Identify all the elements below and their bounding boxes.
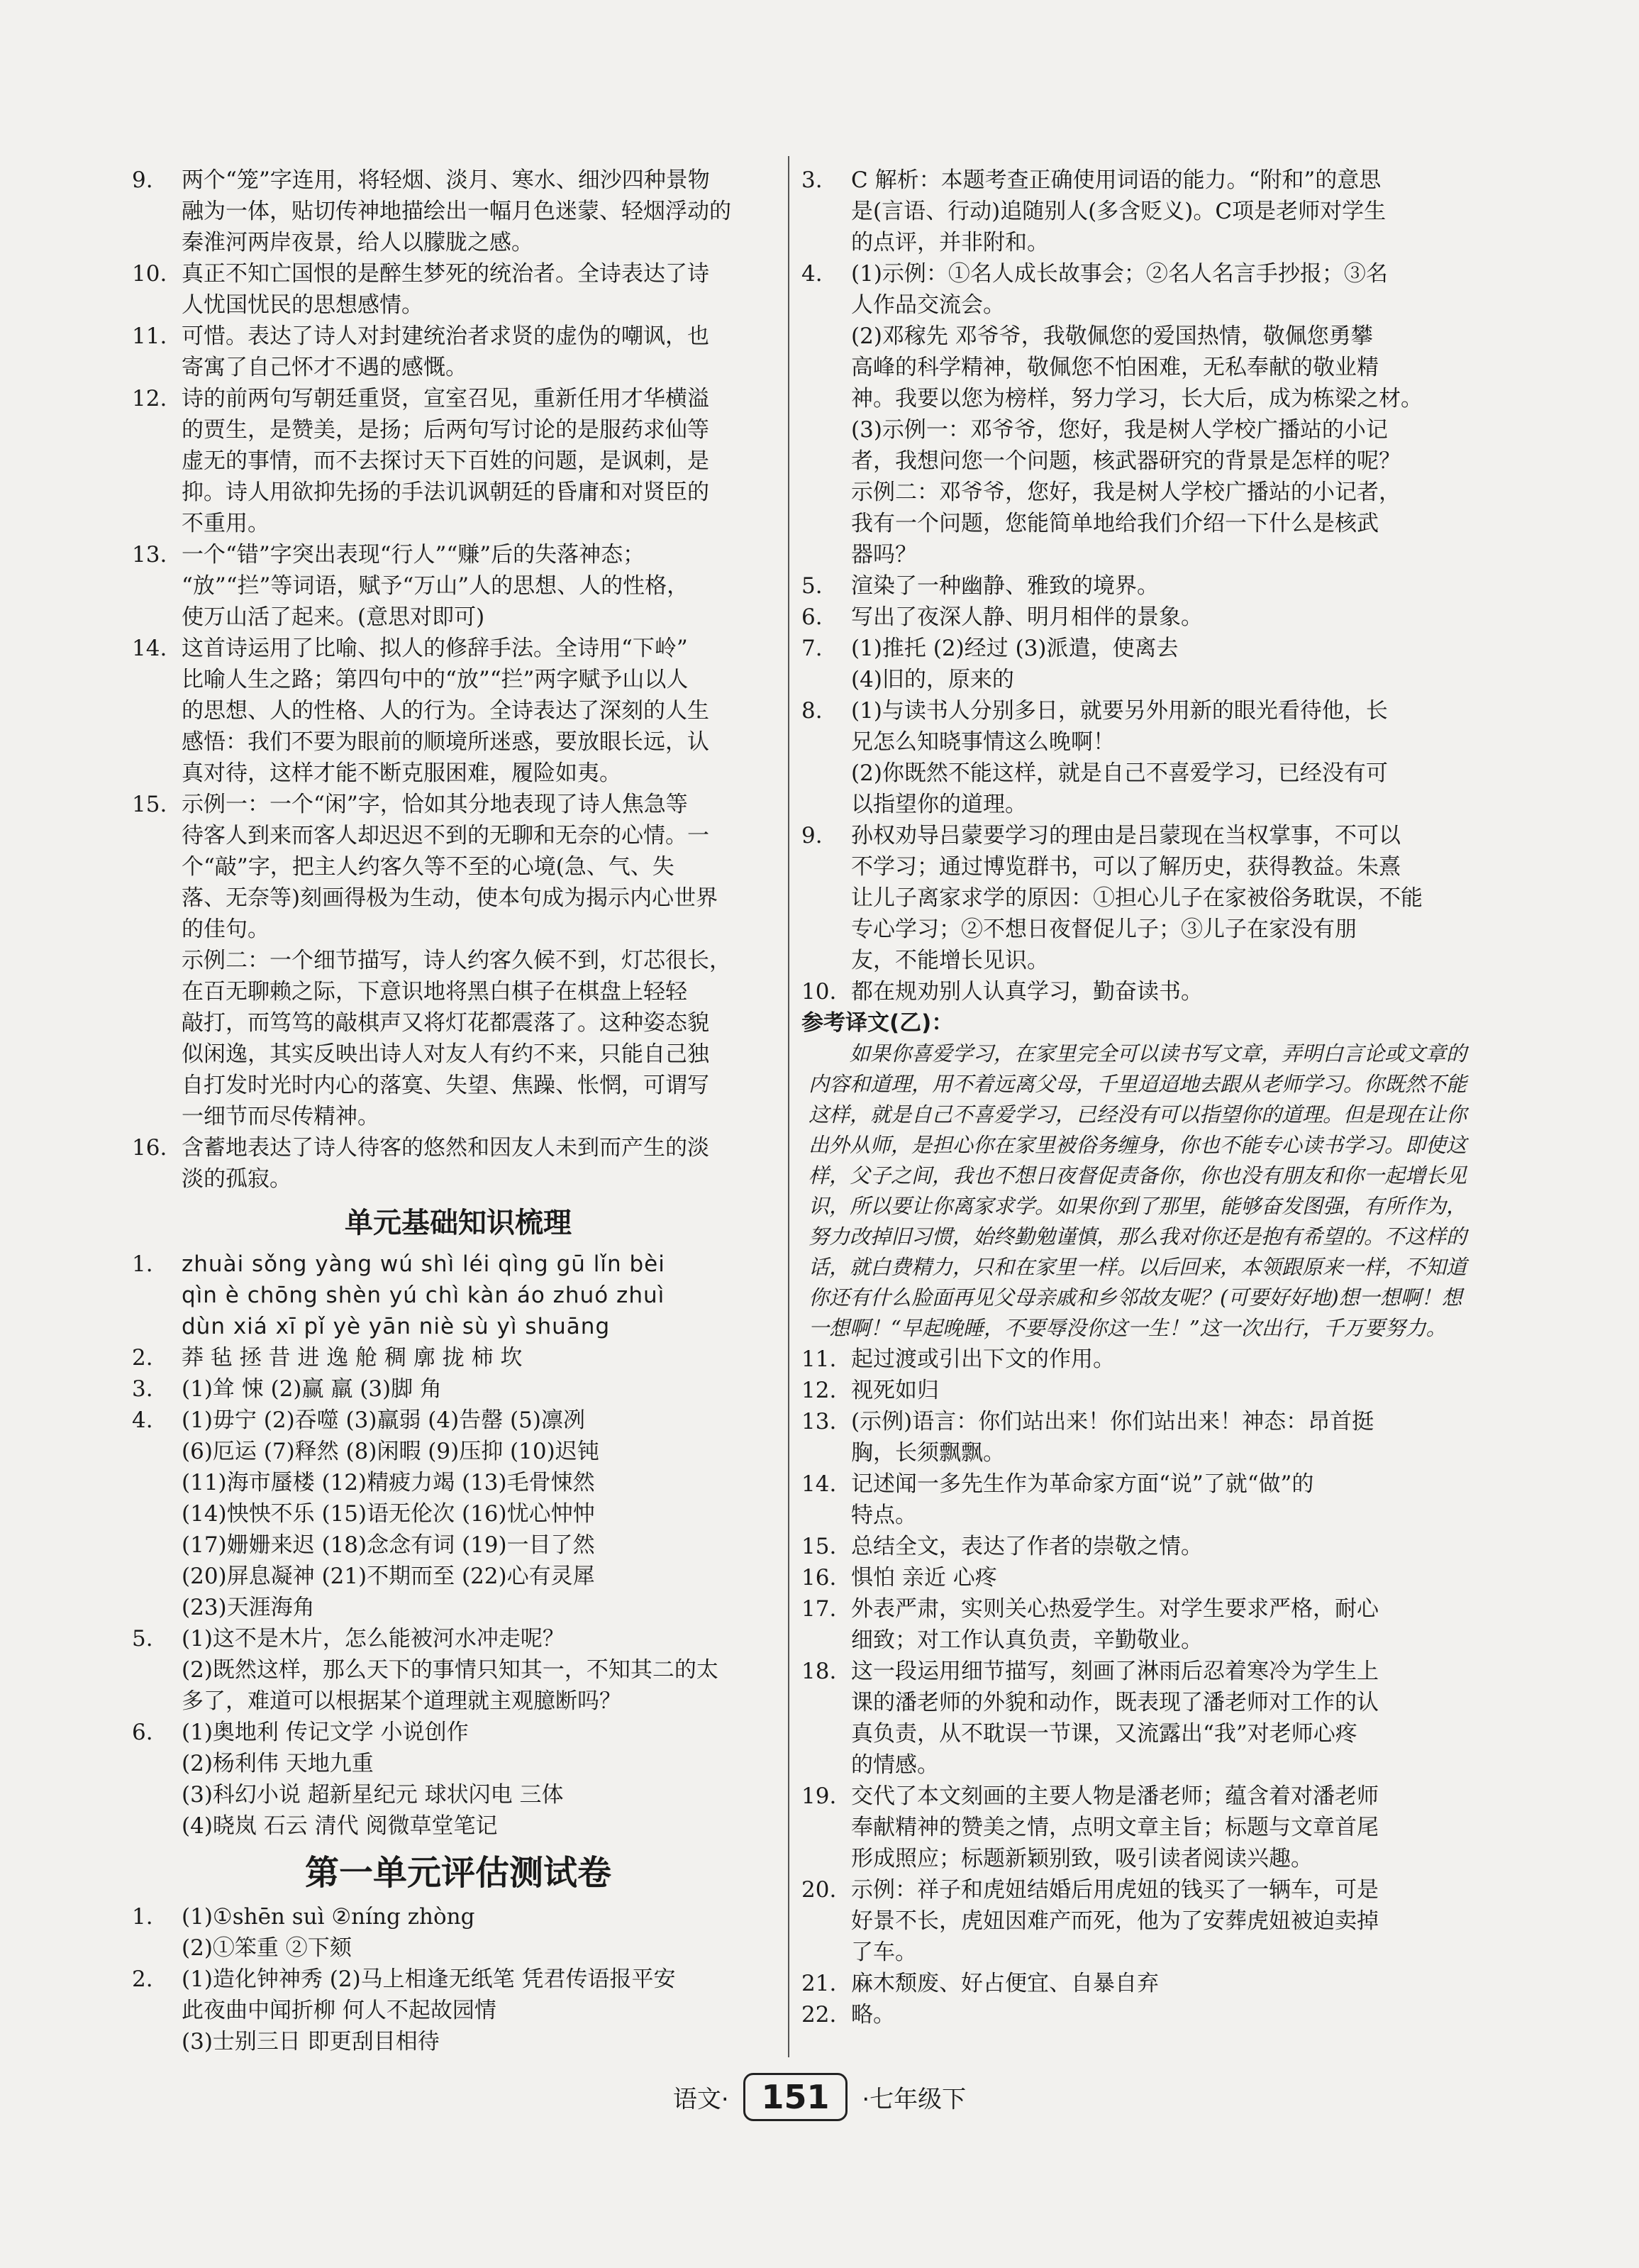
answer-number: 6. [801,604,823,630]
left-answers-a [132,165,784,1195]
answer-item [801,1781,1482,1874]
answer-line: (20)屏息凝神 (21)不期而至 (22)心有灵犀 [182,1564,595,1589]
answer-line: 真正不知亡国恨的是醉生梦死的统治者。全诗表达了诗 [182,261,709,287]
answer-line: qìn è chōng shèn yú chì kàn áo zhuó zhuì [182,1283,665,1308]
answer-number: 18. [801,1659,837,1684]
answer-line: 不重用。 [182,511,270,536]
answer-line: 器吗？ [851,542,917,568]
right-answers-b [801,1344,1482,2030]
answer-line: 孙权劝导吕蒙要学习的理由是吕蒙现在当权掌事，不可以 [851,823,1401,848]
answer-line: 兄怎么知晓事情这么晚啊！ [851,729,1115,755]
answer-line: 使万山活了起来。(意思对即可) [182,604,485,630]
answer-line: 起过渡或引出下文的作用。 [851,1346,1115,1372]
answer-line: (6)厄运 (7)释然 (8)闲暇 (9)压抑 (10)迟钝 [182,1439,599,1464]
answer-line: 一个“错”字突出表现“行人”“赚”后的失落神态； [182,542,645,568]
left-answers-c [132,1901,784,2057]
answer-item [132,789,784,1132]
answer-item [801,1968,1482,1999]
answer-line: 这一段运用细节描写，刻画了淋雨后忍着寒冷为学生上 [851,1659,1379,1684]
answer-line: 虚无的事情，而不去探讨天下百姓的问题，是讽刺，是 [182,448,709,474]
section-title-unit-test: 第一单元评估测试卷 [304,1853,611,1893]
answer-line: 高峰的科学精神，敬佩您不怕困难，无私奉献的敬业精 [851,355,1379,380]
answer-number: 1. [132,1251,153,1277]
answer-item [132,539,784,633]
answer-line: 似闲逸，其实反映出诗人对友人有约不来，只能自己独 [182,1041,709,1067]
answer-line: (3)科幻小说 超新星纪元 球状闪电 三体 [182,1782,564,1808]
answer-item [801,1375,1482,1406]
answer-line: 示例二：一个细节描写，诗人约客久候不到，灯芯很长， [182,948,731,973]
answer-number: 10. [132,261,167,287]
answer-number: 7. [801,636,823,661]
answer-number: 9. [132,167,153,193]
answer-line: (17)姗姗来迟 (18)念念有词 (19)一目了然 [182,1532,595,1558]
answer-line: 奉献精神的赞美之情，点明文章主旨；标题与文章首尾 [851,1815,1379,1840]
answer-line: 人忧国忧民的思想感情。 [182,292,423,318]
answer-number: 12. [132,386,167,411]
answer-item [132,633,784,789]
answer-line: 真对待，这样才能不断克服困难，履险如夷。 [182,760,621,786]
answer-item [801,1999,1482,2030]
answer-item [132,1901,784,1964]
answer-line: 示例二：邓爷爷，您好，我是树人学校广播站的小记者， [851,480,1401,505]
answer-item [801,1656,1482,1781]
answer-item [801,976,1482,1007]
answer-line: 记述闻一多先生作为革命家方面“说”了就“做”的 [851,1471,1314,1497]
answer-item [132,383,784,539]
answer-line: 我有一个问题，您能简单地给我们介绍一下什么是核武 [851,511,1379,536]
answer-number: 4. [132,1407,153,1433]
answer-line: (2)既然这样，那么天下的事情只知其一，不知其二的太 [182,1657,718,1683]
answer-line: (1)耸 悚 (2)赢 羸 (3)脚 角 [182,1376,443,1402]
answer-line: 都在规劝别人认真学习，勤奋读书。 [851,979,1203,1005]
right-answers-a [801,165,1482,1007]
answer-line: 抑。诗人用欲抑先扬的手法讥讽朝廷的昏庸和对贤臣的 [182,480,709,505]
answer-line: 以指望你的道理。 [851,792,1027,817]
answer-line: 这首诗运用了比喻、拟人的修辞手法。全诗用“下岭” [182,636,688,661]
answer-line: 神。我要以您为榜样，努力学习，长大后，成为栋梁之材。 [851,386,1423,411]
answer-item [132,1964,784,2057]
answer-item [801,1531,1482,1562]
answer-item [132,1342,784,1373]
answer-number: 20. [801,1877,837,1903]
answer-number: 13. [801,1409,837,1434]
answer-number: 21. [801,1971,837,1996]
answer-line: 好景不长，虎妞因难产而死，他为了安葬虎妞被迫卖掉 [851,1908,1379,1934]
answer-number: 16. [801,1565,837,1591]
answer-line: C 解析：本题考查正确使用词语的能力。“附和”的意思 [851,167,1382,193]
answer-line: (14)怏怏不乐 (15)语无伦次 (16)忧心忡忡 [182,1501,595,1527]
answer-line: (2)你既然不能这样，就是自己不喜爱学习，已经没有可 [851,760,1388,786]
page-number: 151 [743,2073,847,2121]
answer-line: 写出了夜深人静、明月相伴的景象。 [851,604,1203,630]
answer-number: 5. [801,573,823,599]
answer-line: (1)奥地利 传记文学 小说创作 [182,1720,469,1745]
answer-number: 4. [801,261,823,287]
reference-translation-title: 参考译文(乙)： [801,1010,954,1036]
answer-item [801,1562,1482,1593]
answer-line: 的思想、人的性格、人的行为。全诗表达了深刻的人生 [182,698,709,724]
answer-line: 的贾生，是赞美，是扬；后两句写讨论的是服药求仙等 [182,417,709,443]
footer-subject: 语文· [672,2085,729,2114]
answer-line: 外表严肃，实则关心热爱学生。对学生要求严格，耐心 [851,1596,1379,1622]
left-column [132,165,784,2057]
answer-line: (1)造化钟神秀 (2)马上相逢无纸笔 凭君传语报平安 [182,1966,676,1992]
answer-item [801,570,1482,602]
answer-line: 的佳句。 [182,917,270,942]
answer-number: 14. [132,636,167,661]
answer-line: 多了，难道可以根据某个道理就主观臆断吗？ [182,1688,621,1714]
answer-line: 的情感。 [851,1752,939,1778]
answer-line: 淡的孤寂。 [182,1166,291,1192]
answer-line: 渲染了一种幽静、雅致的境界。 [851,573,1159,599]
answer-line: (4)旧的，原来的 [851,667,1014,692]
answer-item [801,602,1482,633]
answer-number: 3. [801,167,823,193]
answer-line: (23)天涯海角 [182,1595,315,1620]
answer-line: 了车。 [851,1940,917,1965]
answer-item [132,1249,784,1342]
answer-item [132,321,784,383]
answer-item [132,1405,784,1623]
answer-number: 9. [801,823,823,848]
answer-line: 总结全文，表达了作者的崇敬之情。 [851,1534,1203,1559]
answer-item [801,1406,1482,1468]
answer-line: 感悟：我们不要为眼前的顺境所迷惑，要放眼长远，认 [182,729,709,755]
answer-number: 14. [801,1471,837,1497]
answer-line: 示例一：一个“闲”字，恰如其分地表现了诗人焦急等 [182,792,688,817]
answer-item [132,258,784,321]
answer-item [801,1874,1482,1968]
answer-line: (2)杨利伟 天地九重 [182,1751,374,1776]
answer-line: (1)毋宁 (2)吞噬 (3)羸弱 (4)告罄 (5)凛冽 [182,1407,585,1433]
answer-number: 8. [801,698,823,724]
answer-number: 6. [132,1720,153,1745]
answer-line: 示例：祥子和虎妞结婚后用虎妞的钱买了一辆车，可是 [851,1877,1379,1903]
answer-line: 比喻人生之路；第四句中的“放”“拦”两字赋予山以人 [182,667,689,692]
answer-line: 麻木颓废、好占便宜、自暴自弃 [851,1971,1159,1996]
answer-line: (2)①笨重 ②下颏 [182,1935,352,1961]
answer-line: 在百无聊赖之际，下意识地将黑白棋子在棋盘上轻轻 [182,979,687,1005]
answer-line: (示例)语言：你们站出来！你们站出来！神态：昂首挺 [851,1409,1374,1434]
answer-item [132,1623,784,1717]
answer-line: 敲打，而笃笃的敲棋声又将灯花都震落了。这种姿态貌 [182,1010,709,1036]
answer-line: 真负责，从不耽误一节课，又流露出“我”对老师心疼 [851,1721,1357,1747]
answer-item [801,820,1482,976]
answer-item [801,1468,1482,1531]
answer-line: (1)示例：①名人成长故事会；②名人名言手抄报；③名 [851,261,1388,287]
answer-line: 的点评，并非附和。 [851,230,1049,255]
answer-item [132,165,784,258]
answer-line: 诗的前两句写朝廷重贤，宣室召见，重新任用才华横溢 [182,386,709,411]
answer-number: 17. [801,1596,837,1622]
answer-line: 莽 毡 拯 昔 进 逸 舱 稠 廓 拢 柿 坎 [182,1345,523,1371]
answer-item [801,695,1482,820]
answer-line: 胸，长须飘飘。 [851,1440,1005,1466]
answer-line: 一细节而尽传精神。 [182,1104,379,1129]
answer-number: 3. [132,1376,153,1402]
answer-number: 1. [132,1904,153,1930]
answer-item [801,258,1482,570]
answer-line: dùn xiá xī pǐ yè yān niè sù yì shuāng [182,1314,611,1339]
answer-item [801,1344,1482,1375]
answer-line: 惧怕 亲近 心疼 [851,1565,997,1591]
answer-number: 15. [132,792,167,817]
answer-line: 秦淮河两岸夜景，给人以朦胧之感。 [182,230,533,255]
answer-number: 13. [132,542,167,568]
answer-number: 16. [132,1135,167,1161]
answer-line: (1)这不是木片，怎么能被河水冲走呢？ [182,1626,565,1652]
answer-line: “放”“拦”等词语，赋予“万山”人的思想、人的性格， [182,573,689,599]
answer-line: 此夜曲中闻折柳 何人不起故园情 [182,1998,496,2023]
answer-line: 交代了本文刻画的主要人物是潘老师；蕴含着对潘老师 [851,1783,1379,1809]
answer-line: 人作品交流会。 [851,292,1005,318]
answer-line: (3)士别三日 即更刮目相待 [182,2029,440,2054]
answer-line: (1)与读书人分别多日，就要另外用新的眼光看待他，长 [851,698,1388,724]
answer-number: 2. [132,1345,153,1371]
answer-line: 视死如归 [851,1378,939,1403]
answer-line: 含蓄地表达了诗人待客的悠然和因友人未到而产生的淡 [182,1135,709,1161]
answer-line: 特点。 [851,1503,917,1528]
answer-number: 15. [801,1534,837,1559]
answer-line: 专心学习；②不想日夜督促儿子；③儿子在家没有朋 [851,917,1357,942]
answer-line: (11)海市蜃楼 (12)精疲力竭 (13)毛骨悚然 [182,1470,595,1495]
answer-number: 2. [132,1966,153,1992]
answer-item [801,165,1482,258]
answer-line: 两个“笼”字连用，将轻烟、淡月、寒水、细沙四种景物 [182,167,710,193]
reference-translation-text: 如果你喜爱学习，在家里完全可以读书写文章，弄明白言论或文章的内容和道理，用不着远离父母，千里迢迢地去跟从老师学习。你既然不能这样，就是自己不喜爱学习，已经没有可以指望你的道理。但是现在让你出外从师，是担心你在家里被俗务缠身，你也不能专心读书学习。即使这样，父子之间，我也不想日夜督促责备你，你也没有朋友和你一起增长见识，所以要让你离家求学。如果你到了那里，能够奋发图强，有所作为，努力改掉旧习惯，始终勤勉谨慎，那么我对你还是抱有希望的。不这样的话，就白费精力，只和在家里一样。以后回来，本领跟原来一样，不知道你还有什么脸面再见父母亲戚和乡邻故友呢？(可要好好地)想一想啊！想一想啊！“早起晚睡，不要辱没你这一生！”这一次出行，千万要努力。 [809,1041,1467,1340]
answer-number: 11. [801,1346,837,1372]
right-column [801,165,1482,2030]
answer-line: 不学习；通过博览群书，可以了解历史，获得教益。朱熹 [851,854,1401,880]
answer-line: 让儿子离家求学的原因：①担心儿子在家被俗务耽误，不能 [851,885,1423,911]
answer-line: 个“敲”字，把主人约客久等不至的心境(急、气、失 [182,854,674,880]
answer-number: 19. [801,1783,837,1809]
answer-line: 友，不能增长见识。 [851,948,1049,973]
answer-line: (1)①shēn suì ②níng zhòng [182,1904,475,1930]
answer-line: 自打发时光时内心的落寞、失望、焦躁、怅惘，可谓写 [182,1073,709,1098]
answer-item [801,1593,1482,1656]
footer-grade: ·七年级下 [862,2085,967,2114]
answer-line: 融为一体，贴切传神地描绘出一幅月色迷蒙、轻烟浮动的 [182,199,731,224]
answer-line: 者，我想问您一个问题，核武器研究的背景是怎样的呢？ [851,448,1401,474]
answer-line: (1)推托 (2)经过 (3)派遣，使离去 [851,636,1179,661]
left-answers-b [132,1249,784,1842]
answer-line: (4)晓岚 石云 清代 阅微草堂笔记 [182,1813,498,1839]
answer-line: 课的潘老师的外貌和动作，既表现了潘老师对工作的认 [851,1690,1379,1715]
answer-line: 是(言语、行动)追随别人(多含贬义)。C项是老师对学生 [851,199,1387,224]
answer-number: 5. [132,1626,153,1652]
answer-line: (2)邓稼先 邓爷爷，我敬佩您的爱国热情，敬佩您勇攀 [851,323,1373,349]
answer-number: 10. [801,979,837,1005]
answer-number: 12. [801,1378,837,1403]
answer-line: 略。 [851,2002,895,2028]
answer-line: 形成照应；标题新颖别致，吸引读者阅读兴趣。 [851,1846,1313,1871]
answer-item [132,1373,784,1405]
answer-line: 待客人到来而客人却迟迟不到的无聊和无奈的心情。一 [182,823,709,848]
answer-item [801,633,1482,695]
answer-line: 可惜。表达了诗人对封建统治者求贤的虚伪的嘲讽，也 [182,323,709,349]
answer-line: zhuài sǒng yàng wú shì léi qìng gū lǐn bèi [182,1251,665,1277]
column-divider [788,156,789,2057]
answer-number: 11. [132,323,167,349]
page-footer [0,2073,1639,2121]
answer-item [132,1717,784,1842]
answer-line: 细致；对工作认真负责，辛勤敬业。 [851,1627,1203,1653]
answer-line: 寄寓了自己怀才不遇的感慨。 [182,355,467,380]
section-title-basics: 单元基础知识梳理 [345,1207,572,1239]
answer-item [132,1132,784,1195]
answer-line: 落、无奈等)刻画得极为生动，使本句成为揭示内心世界 [182,885,718,911]
answer-number: 22. [801,2002,837,2028]
answer-line: (3)示例一：邓爷爷，您好，我是树人学校广播站的小记 [851,417,1388,443]
